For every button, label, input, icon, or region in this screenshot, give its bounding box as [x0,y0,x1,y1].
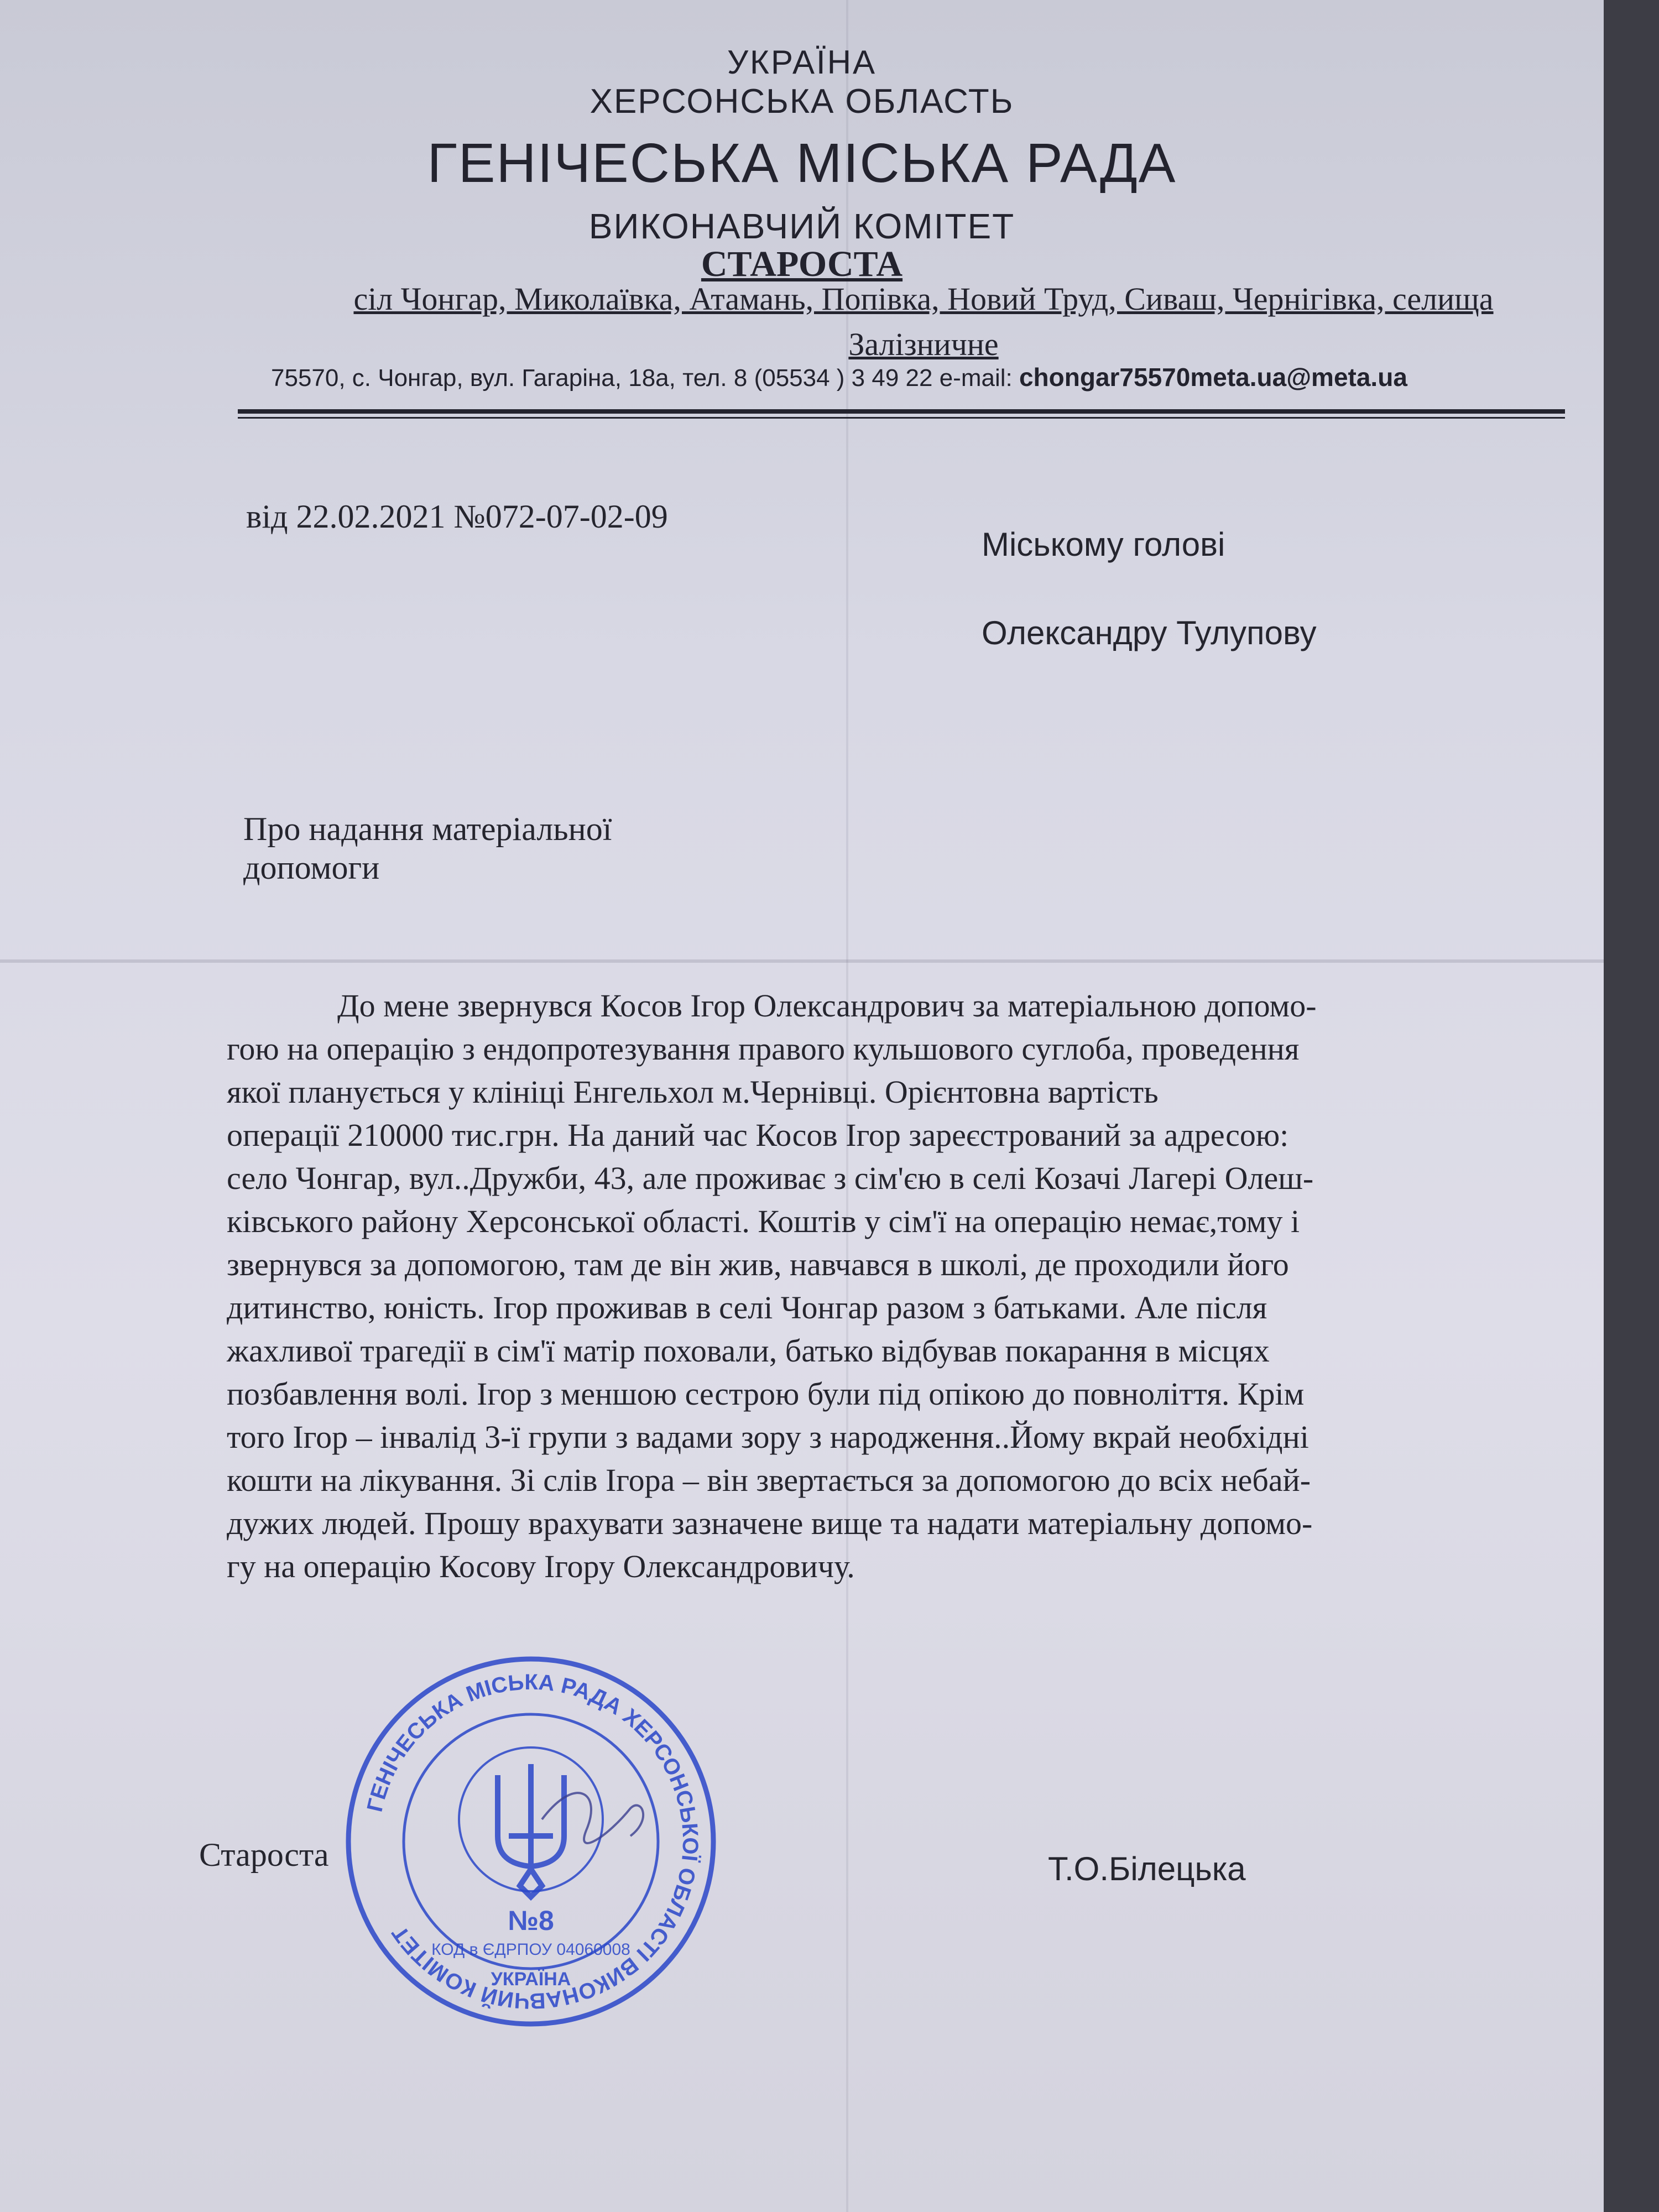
recipient-title: Міському голові [982,526,1225,563]
handwritten-signature [542,1793,643,1843]
header-office: СТАРОСТА [701,244,903,284]
body-line: До мене звернувся Косов Ігор Олександрович за матеріальною допомо- [337,988,1317,1024]
body-line: кошти на лікування. Зі слів Ігора – він звертається за допомогою до всіх небай- [227,1462,1311,1498]
paper-fold [0,959,1645,963]
body-line: дужих людей. Прошу врахувати зазначене вище та надати матеріальну допомо- [227,1505,1313,1541]
header-villages: сіл Чонгар, Миколаївка, Атамань, Попівка, Новий Труд, Сиваш, Чернігівка, селища Залізничне [353,281,1494,362]
stamp-code: КОД в ЄДРПОУ 04060008 [431,1940,630,1959]
body-line: жахливої трагедії в сім'ї матір поховали, батько відбував покарання в місцях [227,1333,1270,1369]
letter-reference: від 22.02.2021 №072-07-02-09 [246,498,668,535]
subject-line-1: Про надання матеріальної [243,811,612,847]
body-line: ківського району Херсонської області. Коштів у сім'ї на операцію немає,тому і [227,1203,1300,1239]
background-table [1604,0,1659,2212]
header-address [271,362,1407,392]
body-line: гою на операцію з ендопротезування правого кульшового суглоба, проведення [227,1031,1300,1067]
body-line: звернувся за допомогою, там де він жив, навчався в школі, де проходили його [227,1246,1289,1282]
body-line: дитинство, юність. Ігор проживав в селі Чонгар разом з батьками. Але після [227,1290,1267,1326]
body-line: гу на операцію Косову Ігору Олександровичу. [227,1548,855,1584]
trident-icon [498,1764,564,1897]
body-line: операції 210000 тис.грн. На даний час Косов Ігор зареєстрований за адресою: [227,1117,1289,1153]
header-rule-thin [238,417,1565,419]
official-stamp [343,1653,719,2030]
header-rule [238,409,1565,414]
body-line: село Чонгар, вул..Дружби, 43, але проживає з сім'єю в селі Козачі Лагері Олеш- [227,1160,1314,1196]
recipient-name: Олександру Тулупову [982,614,1317,651]
stamp-ring-textpath: ГЕНІЧЕСЬКА МІСЬКА РАДА ХЕРСОНСЬКОЇ ОБЛАСТІ ВИКОНАВЧИЙ КОМІТЕТ [362,1670,703,2013]
body-line: того Ігор – інвалід 3-ї групи з вадами зору з народження..Йому вкрай необхідні [227,1419,1309,1455]
signature-role: Староста [199,1837,329,1873]
header-address-text: 75570, с. Чонгар, вул. Гагаріна, 18а, тел. 8 (05534 ) 3 49 22 e-mail: [271,364,1013,392]
header-council: ГЕНІЧЕСЬКА МІСЬКА РАДА [427,132,1177,194]
header-country: УКРАЇНА [727,44,877,81]
body-line: позбавлення волі. Ігор з меншою сестрою були під опікою до повноліття. Крім [227,1376,1305,1412]
letter-body [227,984,1609,1588]
header-oblast: ХЕРСОНСЬКА ОБЛАСТЬ [589,82,1014,121]
stamp-bottom-text: УКРАЇНА [491,1969,571,1990]
body-line: якої планується у клініці Енгельхол м.Чернівці. Орієнтовна вартість [227,1074,1159,1110]
header-committee: ВИКОНАВЧИЙ КОМІТЕТ [588,206,1015,246]
stamp-number: №8 [508,1905,554,1936]
signature-name: Т.О.Білецька [1048,1850,1246,1887]
subject-line-2: допомоги [243,849,380,886]
header-email: chongar75570meta.ua@meta.ua [1019,363,1407,392]
